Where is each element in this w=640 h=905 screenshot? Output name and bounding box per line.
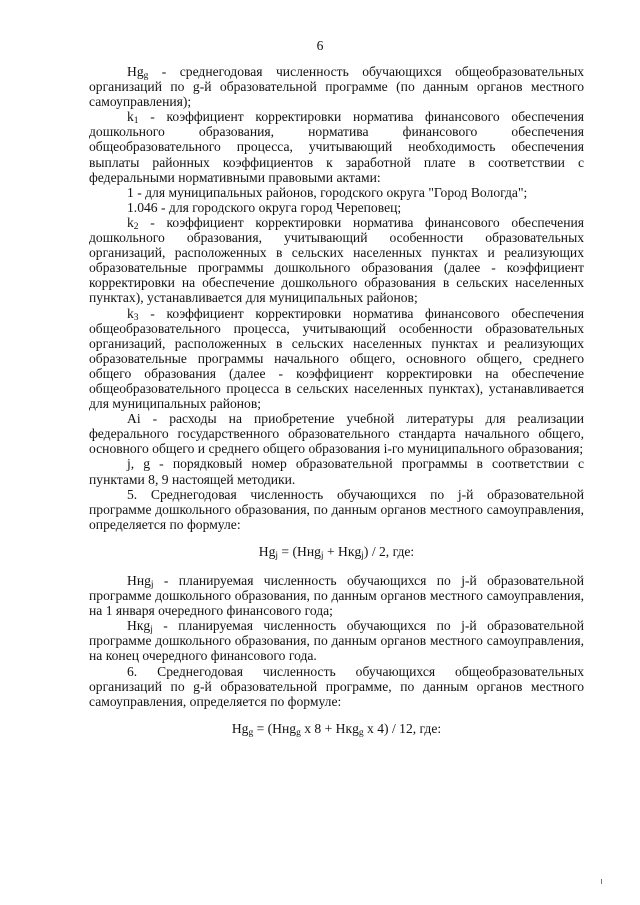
- formula-hg-j: $Hg_j = (Hнg_j + Hкg_j) / 2$, где:: [258, 543, 415, 561]
- item-6: 6. Среднегодовая численность обучающихся общеобразовательных организаций по g-й образовательной программе, по данным органов местного самоуправления, определяется по формуле:: [89, 663, 584, 709]
- definition-hng-j: Hнg$_j$ - планируемая численность обучающихся по j-й образовательной программе дошкольного образования, по данным органов местного самоуправления, на 1 января очередного финансового года;: [89, 573, 584, 619]
- definition-hg-g: $Hg_g$ - среднегодовая численность обучающихся общеобразовательных организаций по g-й образовательной программе (по данным органов местного самоуправления);: [89, 64, 584, 110]
- document-body: [89, 64, 584, 750]
- k1-value-municipal: 1 - для муниципальных районов, городского округа "Город Вологда";: [127, 184, 528, 200]
- definition-hkg-j: Hкg$_j$ - планируемая численность обучающихся по j-й образовательной программе дошкольного образования, по данным органов местного самоуправления, на конец очередного финансового года.: [89, 618, 584, 664]
- definition-k2: $k_2$ - коэффициент корректировки норматива финансового обеспечения дошкольного образования, учитывающий особенности образовательных организаций, расположенных в сельских населенных пунктах и реализующих образовательные программы дошкольного образования (далее - коэффициент корректировки на обеспечение дошкольного образования в сельских населенных пунктах), устанавливается для муниципальных районов;: [89, 214, 584, 306]
- definition-k1: $k_1$ - коэффициент корректировки норматива финансового обеспечения дошкольного образования, норматива финансового обеспечения общеобразовательного процесса, учитывающий необходимость обеспечения выплаты районных коэффициентов к заработной плате в соответствии с федеральными нормативными правовыми актами:: [89, 109, 584, 185]
- k1-value-cherepovets: 1.046 - для городского округа город Череповец;: [127, 199, 402, 215]
- formula-hg-g: $Hg_g = (Hнg_g$ x 8 + Hкg$_g$ x 4) / 12, где:: [231, 720, 442, 738]
- page-number: 6: [316, 38, 324, 53]
- item-5: 5. Среднегодовая численность обучающихся по j-й образовательной программе дошкольного образования, по данным органов местного самоуправления, определяется по формуле:: [89, 486, 584, 532]
- definition-ai: Ai - расходы на приобретение учебной литературы для реализации федерального государственного образовательного стандарта начального общего, основного общего и среднего общего образования i-го муниципального образования;: [89, 411, 584, 457]
- definition-j-g: j, g - порядковый номер образовательной программы в соответствии с пунктами 8, 9 настоящей методики.: [89, 456, 584, 487]
- definition-k3: $k_3$ - коэффициент корректировки норматива финансового обеспечения общеобразовательного процесса, учитывающий особенности образовательных организаций, расположенных в сельских населенных пунктах и реализующих образовательные программы начального общего, основного общего, среднего общего образования (далее - коэффициент корректировки на обеспечение общеобразовательного процесса в сельских населенных пунктах), устанавливается для муниципальных районов;: [89, 305, 584, 412]
- scan-speck: [601, 879, 602, 884]
